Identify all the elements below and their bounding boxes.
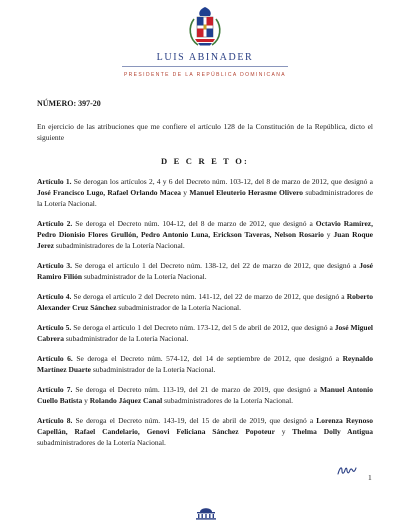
designee-names: Octavio Ramírez, Pedro Dionisio Flores Grullón, Pedro Antonio Luna, Erickson Taveras, Nelson Rosario [37,219,373,239]
article-label: Artículo 2. [37,219,73,228]
article-text: Se deroga el Decreto núm. 143-19, del 15 de abril de 2019, que designó a [72,416,317,425]
page-number: 1 [368,473,372,482]
article-6 [37,353,373,375]
article-text: Se derogan los artículos 2, 4 y 6 del Decreto núm. 103-12, del 8 de marzo de 2012, que designó a [71,177,373,186]
article-text: subadministradores de la Lotería Nacional. [37,188,374,208]
decree-number: NÚMERO: 397-20 [37,99,101,108]
decree-title: D E C R E T O: [160,156,250,166]
article-text: subadministrador de la Lotería Nacional. [82,272,207,281]
designee-names: Reynaldo Martínez Duarte [37,354,373,374]
article-5 [37,322,373,344]
president-office: PRESIDENTE DE LA REPÚBLICA DOMINICANA [123,72,287,78]
coat-of-arms-icon [186,5,224,49]
designee-names: Juan Roque Jerez [37,230,373,250]
article-label: Artículo 8. [37,416,73,425]
article-text: subadministradores de la Lotería Nacional. [53,241,185,250]
article-2 [37,218,373,251]
article-label: Artículo 5. [37,323,72,332]
designee-names: José Ramiro Filión [37,261,373,281]
article-label: Artículo 1. [37,177,72,186]
article-8 [37,415,373,448]
article-text: subadministradores de la Lotería Nacional. [162,396,294,405]
article-3 [37,260,373,282]
article-text: subadministradores de la Lotería Nacional. [37,438,166,447]
article-text: y [323,230,334,239]
article-7 [37,384,373,406]
article-4 [37,291,373,313]
designee-names: Thelma Dolly Antigua [292,427,374,436]
article-label: Artículo 6. [37,354,73,363]
article-text: y [82,396,90,405]
designee-names: Roberto Alexander Cruz Sánchez [37,292,373,312]
designee-names: Manuel Antonio Cuello Batista [37,385,373,405]
article-text: Se deroga el artículo 1 del Decreto núm. 138-12, del 22 de marzo de 2012, que designó a [72,261,360,270]
article-text: Se deroga el Decreto núm. 113-19, del 21 de marzo de 2019, que designó a [72,385,320,394]
header-divider [122,66,288,67]
article-text: subadministrador de la Lotería Nacional. [116,303,241,312]
article-text: Se deroga el artículo 1 del Decreto núm. 173-12, del 5 de abril de 2012, que designó a [71,323,335,332]
article-label: Artículo 7. [37,385,73,394]
article-text: Se deroga el Decreto núm. 104-12, del 8 de marzo de 2012, que designó a [72,219,316,228]
article-text: subadministrador de la Lotería Nacional. [63,334,189,343]
article-text: Se deroga el Decreto núm. 574-12, del 14 de septiembre de 2012, que designó a [72,354,343,363]
article-text: subadministrador de la Lotería Nacional. [90,365,216,374]
designee-names: José Miguel Cabrera [37,323,373,343]
article-label: Artículo 3. [37,261,73,270]
designee-names: Lorenza Reynoso Capellán, Rafael Candelario, Genovi Feliciana Sánchez Popoteur [37,416,373,436]
designee-names: José Francisco Lugo, Rafael Orlando Macea [37,188,182,197]
presidential-building-icon [194,504,218,520]
article-text: y [274,427,293,436]
article-text: Se deroga el artículo 2 del Decreto núm. 141-12, del 22 de marzo de 2012, que designó a [71,292,347,301]
signature-icon [336,462,358,478]
designee-names: Manuel Eleuterio Herasme Olivero [189,188,304,197]
decree-intro: En ejercicio de las atribuciones que me confiere el artículo 128 de la Constitución de la República, dicto el siguiente [37,122,373,142]
article-text: y [181,188,190,197]
president-name: LUIS ABINADER [156,52,254,63]
designee-names: Rolando Jáquez Canal [89,396,163,405]
article-1 [37,176,373,209]
article-label: Artículo 4. [37,292,72,301]
articles-list [37,176,373,457]
